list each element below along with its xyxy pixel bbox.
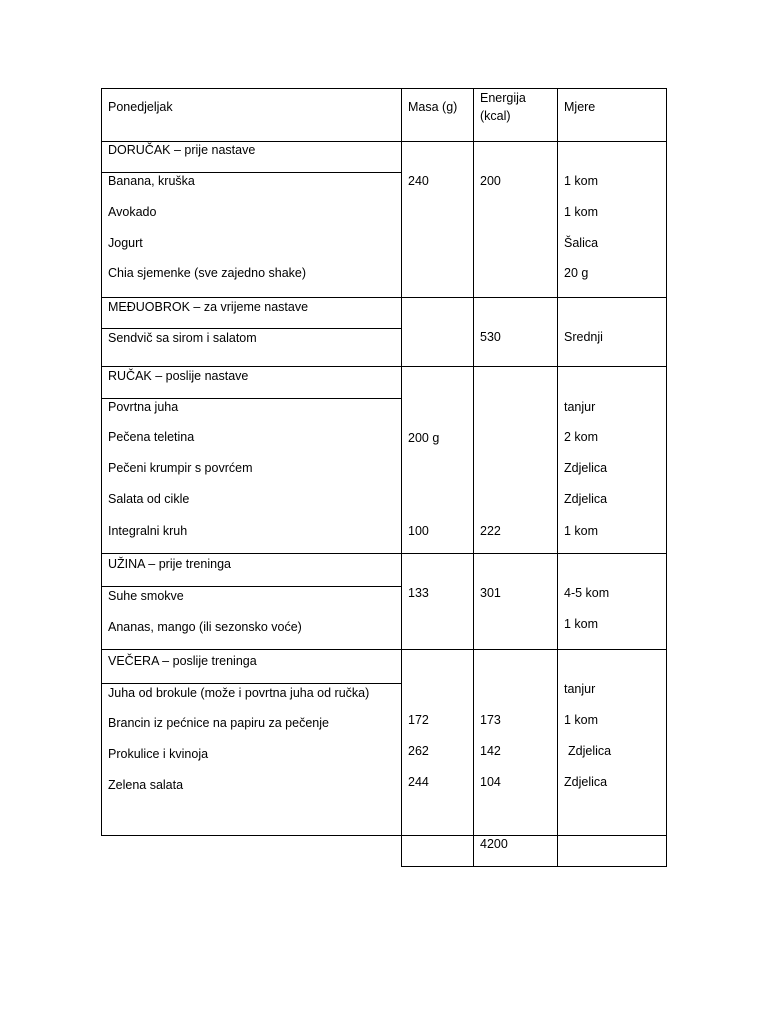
snack2-measure: 4-5 kom [564,586,610,600]
lunch-measure: tanjur [564,400,596,414]
lunch-title: RUČAK – poslije nastave [108,369,249,383]
dinner-measure: Zdjelica [564,775,608,789]
header-mass: Masa (g) [408,100,458,114]
dinner-mass: 262 [408,744,429,758]
dinner-measure: tanjur [564,682,596,696]
breakfast-item: Banana, kruška [108,174,195,188]
dinner-title: VEČERA – poslije treninga [108,654,257,668]
lunch-item: Salata od cikle [108,492,190,506]
snack2-energy: 301 [480,586,501,600]
snack1-title: MEĐUOBROK – za vrijeme nastave [108,300,309,314]
snack2-item: Ananas, mango (ili sezonsko voće) [108,620,302,634]
breakfast-item: Jogurt [108,236,143,250]
lunch-measure: Zdjelica [564,492,608,506]
header-energy-line1: Energija [480,91,526,105]
lunch-measure: 1 kom [564,524,599,538]
dinner-item: Zelena salata [108,778,184,792]
breakfast-title: DORUČAK – prije nastave [108,143,256,157]
snack2-title: UŽINA – prije treninga [108,557,231,571]
dinner-item: Juha od brokule (može i povrtna juha od ručka) [108,686,370,700]
snack2-measure: 1 kom [564,617,599,631]
dinner-item: Prokulice i kvinoja [108,747,209,761]
lunch-item: Pečeni krumpir s povrćem [108,461,253,475]
dinner-measure: Zdjelica [568,744,612,758]
lunch-item: Integralni kruh [108,524,188,538]
snack1-energy: 530 [480,330,501,344]
dinner-energy: 104 [480,775,501,789]
header-energy-line2: (kcal) [480,109,511,123]
snack1-measure: Srednji [564,330,603,344]
lunch-energy: 222 [480,524,501,538]
breakfast-measure: Šalica [564,236,599,250]
lunch-measure: Zdjelica [564,461,608,475]
header-day: Ponedjeljak [108,100,173,114]
breakfast-measure: 1 kom [564,205,599,219]
lunch-mass: 200 g [408,431,440,445]
dinner-mass: 244 [408,775,429,789]
breakfast-energy: 200 [480,174,501,188]
lunch-measure: 2 kom [564,430,599,444]
dinner-energy: 142 [480,744,501,758]
breakfast-item: Avokado [108,205,157,219]
lunch-item: Povrtna juha [108,400,179,414]
lunch-item: Pečena teletina [108,430,195,444]
dinner-item: Brancin iz pećnice na papiru za pečenje [108,716,329,730]
breakfast-mass: 240 [408,174,429,188]
snack1-item: Sendvič sa sirom i salatom [108,331,257,345]
snack2-mass: 133 [408,586,429,600]
total-energy: 4200 [480,837,508,851]
breakfast-item: Chia sjemenke (sve zajedno shake) [108,266,307,280]
dinner-energy: 173 [480,713,501,727]
dinner-measure: 1 kom [564,713,599,727]
breakfast-measure: 1 kom [564,174,599,188]
snack2-item: Suhe smokve [108,589,184,603]
lunch-mass: 100 [408,524,429,538]
header-measure: Mjere [564,100,596,114]
breakfast-measure: 20 g [564,266,589,280]
dinner-mass: 172 [408,713,429,727]
